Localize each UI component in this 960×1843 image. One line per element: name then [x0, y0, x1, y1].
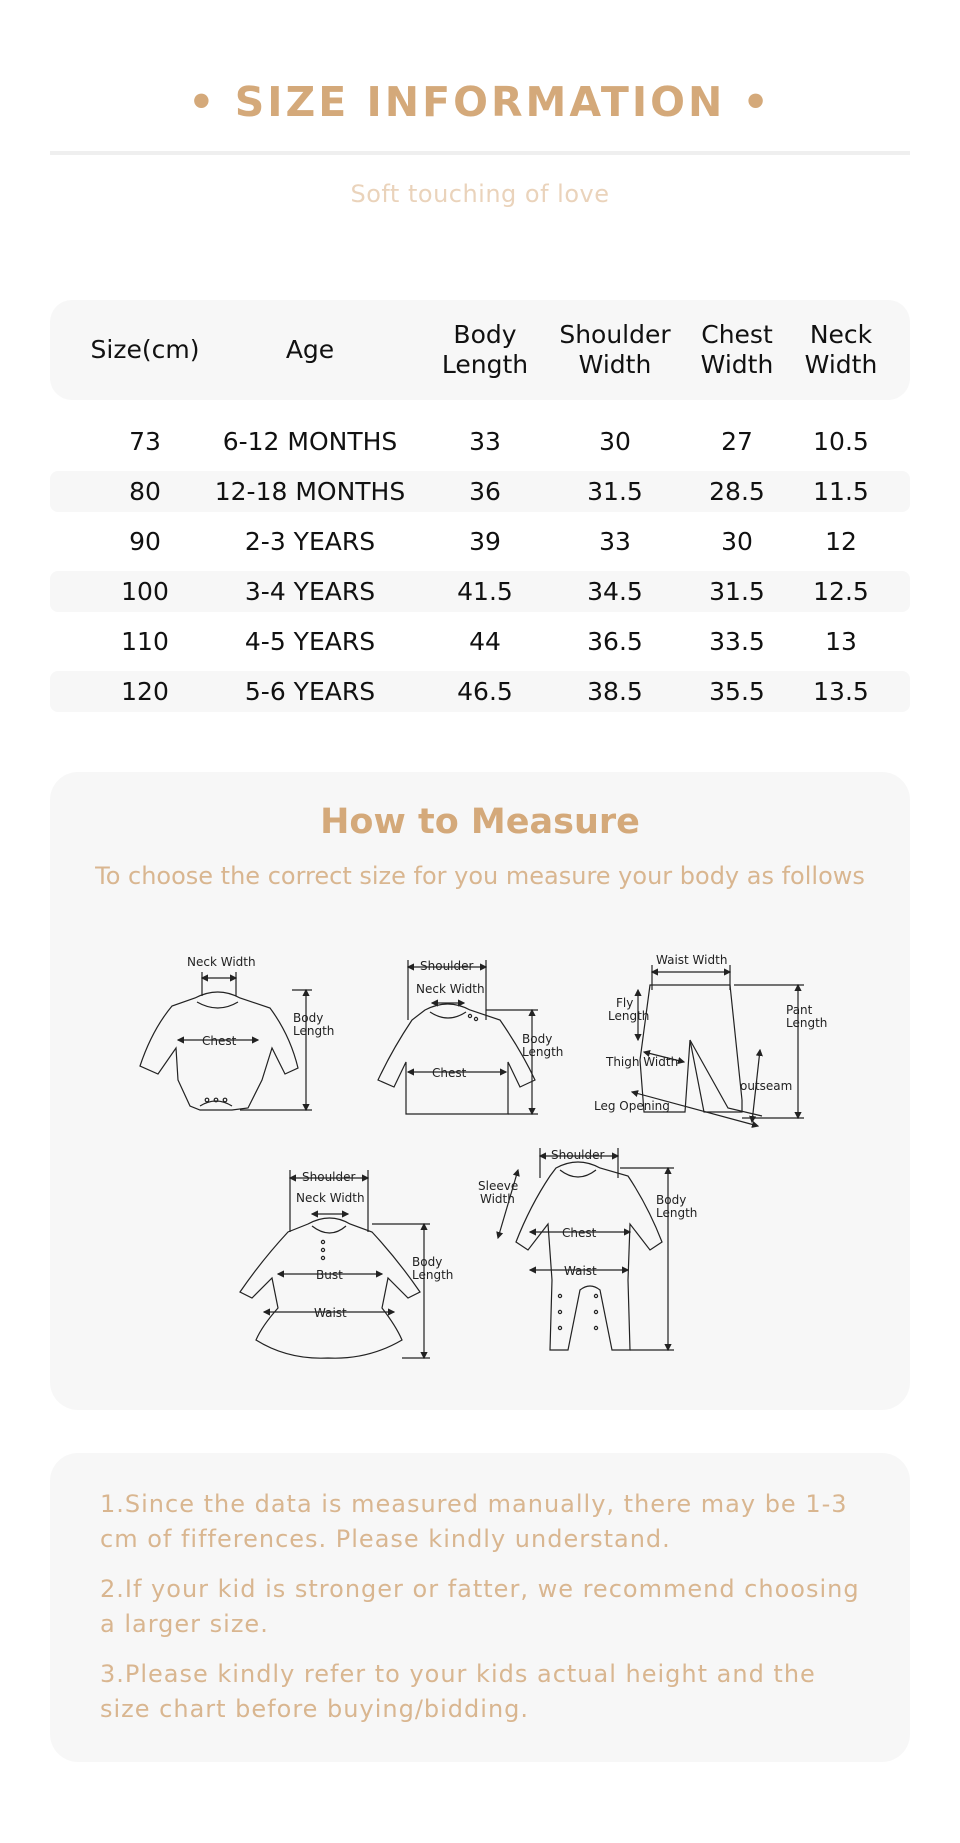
cell-chest-width: 35.5: [709, 677, 765, 706]
top-neck-width-label: Neck Width: [416, 982, 485, 996]
pants-thigh-width-label: Thigh Width: [606, 1055, 679, 1069]
pants-waist-width-label: Waist Width: [656, 953, 728, 967]
romper-body-label: Body: [656, 1193, 687, 1207]
cell-size: 120: [121, 677, 169, 706]
cell-body-length: 44: [469, 627, 501, 656]
header-size: Size(cm): [90, 335, 200, 364]
top-body-label: Body: [522, 1032, 553, 1046]
header-chest-width: Chest Width: [700, 320, 774, 379]
top-length-label: Length: [522, 1045, 564, 1059]
header-shoulder-width: Shoulder Width: [559, 320, 671, 379]
note-3: 3.Please kindly refer to your kids actual height and the size chart before buying/bidding.: [100, 1660, 816, 1723]
cell-size: 100: [121, 577, 169, 606]
romper-chest-label: Chest: [562, 1226, 597, 1240]
dress-length-label: Length: [412, 1268, 454, 1282]
cell-body-length: 46.5: [457, 677, 513, 706]
bodysuit-neck-width-label: Neck Width: [187, 955, 256, 969]
cell-body-length: 41.5: [457, 577, 513, 606]
top-shoulder-label: Shoulder: [420, 959, 474, 973]
cell-size: 73: [129, 427, 161, 456]
pants-pant-length-label: Length: [786, 1016, 828, 1030]
cell-shoulder-width: 31.5: [587, 477, 643, 506]
cell-size: 110: [121, 627, 169, 656]
cell-neck-width: 10.5: [813, 427, 869, 456]
pants-outseam-label: outseam: [740, 1079, 793, 1093]
cell-shoulder-width: 38.5: [587, 677, 643, 706]
note-1: 1.Since the data is measured manually, there may be 1-3 cm of fifferences. Please kindly understand.: [100, 1490, 848, 1553]
cell-shoulder-width: 34.5: [587, 577, 643, 606]
cell-neck-width: 13.5: [813, 677, 869, 706]
cell-age: 3-4 YEARS: [244, 577, 376, 606]
cell-body-length: 39: [469, 527, 501, 556]
cell-shoulder-width: 36.5: [587, 627, 643, 656]
dress-bust-label: Bust: [316, 1268, 343, 1282]
dress-body-label: Body: [412, 1255, 443, 1269]
cell-chest-width: 28.5: [709, 477, 765, 506]
cell-neck-width: 12: [825, 527, 857, 556]
cell-chest-width: 30: [721, 527, 753, 556]
cell-size: 90: [129, 527, 161, 556]
header-neck-width: Neck Width: [804, 320, 878, 379]
cell-neck-width: 12.5: [813, 577, 869, 606]
cell-chest-width: 33.5: [709, 627, 765, 656]
cell-neck-width: 13: [825, 627, 857, 656]
pants-pant-label: Pant: [786, 1003, 813, 1017]
romper-diagram: [498, 1148, 674, 1350]
how-to-measure-subtitle: To choose the correct size for you measure your body as follows: [95, 862, 865, 890]
romper-width-label: Width: [480, 1192, 515, 1206]
cell-shoulder-width: 33: [599, 527, 631, 556]
dress-shoulder-label: Shoulder: [302, 1170, 356, 1184]
romper-shoulder-label: Shoulder: [551, 1148, 605, 1162]
page-title: • SIZE INFORMATION •: [188, 78, 772, 126]
romper-sleeve-label: Sleeve: [478, 1179, 519, 1193]
header-age: Age: [285, 335, 335, 364]
cell-chest-width: 31.5: [709, 577, 765, 606]
pants-fly-label: Fly: [616, 996, 634, 1010]
top-chest-label: Chest: [432, 1066, 467, 1080]
pants-leg-opening-label: Leg Opening: [594, 1099, 670, 1113]
cell-age: 2-3 YEARS: [244, 527, 376, 556]
cell-shoulder-width: 30: [599, 427, 631, 456]
dress-waist-label: Waist: [314, 1306, 347, 1320]
cell-neck-width: 11.5: [813, 477, 869, 506]
dress-neck-width-label: Neck Width: [296, 1191, 365, 1205]
bodysuit-body-label: Body: [293, 1011, 324, 1025]
cell-body-length: 36: [469, 477, 501, 506]
cell-body-length: 33: [469, 427, 501, 456]
cell-size: 80: [129, 477, 161, 506]
bodysuit-length-label: Length: [293, 1024, 335, 1038]
cell-chest-width: 27: [721, 427, 753, 456]
note-2: 2.If your kid is stronger or fatter, we recommend choosing a larger size.: [100, 1575, 860, 1638]
header-body-length: Body Length: [441, 320, 529, 379]
bodysuit-chest-label: Chest: [202, 1034, 237, 1048]
pants-length-label: Length: [608, 1009, 650, 1023]
cell-age: 5-6 YEARS: [244, 677, 376, 706]
cell-age: 4-5 YEARS: [244, 627, 376, 656]
cell-age: 6-12 MONTHS: [222, 427, 398, 456]
romper-waist-label: Waist: [564, 1264, 597, 1278]
romper-length-label: Length: [656, 1206, 698, 1220]
how-to-measure-title: How to Measure: [320, 802, 640, 842]
cell-age: 12-18 MONTHS: [214, 477, 406, 506]
page-subtitle: Soft touching of love: [350, 180, 610, 208]
